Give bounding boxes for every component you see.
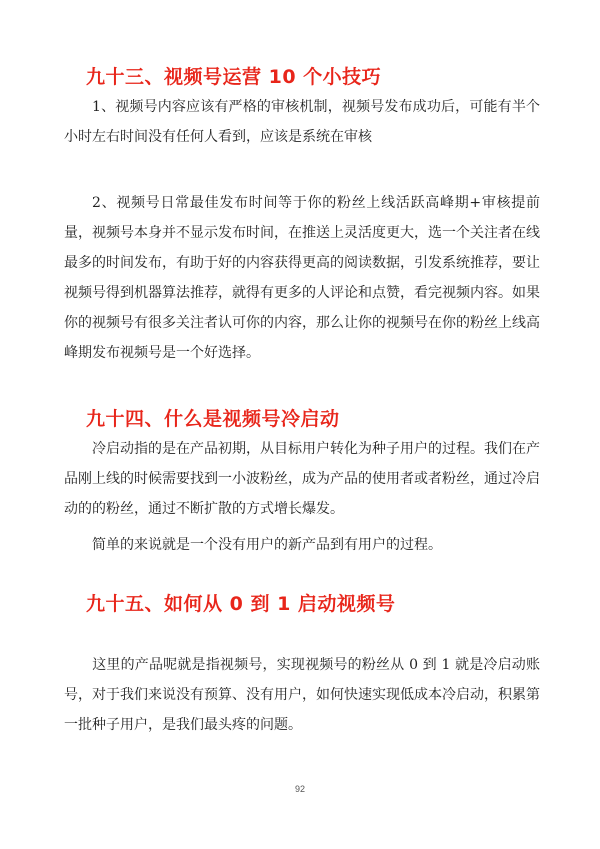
section-95-paragraph-1 [64,650,540,740]
section-heading-93: 九十三、视频号运营 10 个小技巧 [86,66,382,88]
page-number: 92 [294,784,305,794]
paragraph-text: 简单的来说就是一个没有用户的新产品到有用户的过程。 [92,537,442,553]
section-93-paragraph-1 [64,92,540,152]
section-93-paragraph-2 [64,188,540,368]
section-heading-95: 九十五、如何从 0 到 1 启动视频号 [86,593,396,615]
section-heading-94: 九十四、什么是视频号冷启动 [86,408,340,430]
paragraph-text: 1、视频号内容应该有严格的审核机制，视频号发布成功后，可能有半个小时左右时间没有任何人看到，应该是系统在审核 [64,99,540,145]
paragraph-text: 2、视频号日常最佳发布时间等于你的粉丝上线活跃高峰期+审核提前量，视频号本身并不显示发布时间，在推送上灵活度更大，选一个关注者在线最多的时间发布，有助于好的内容获得更高的阅读数据，引发系统推荐，要让视频号得到机器算法推荐，就得有更多的人评论和点赞，看完视频内容。如果你的视频号有很多关注者认可你的内容，那么让你的视频号在你的粉丝上线高峰期发布视频号是一个好选择。 [64,195,540,361]
paragraph-text: 这里的产品呢就是指视频号，实现视频号的粉丝从 0 到 1 就是冷启动账号，对于我们来说没有预算、没有用户，如何快速实现低成本冷启动，积累第一批种子用户，是我们最头疼的问题。 [64,657,540,733]
paragraph-text: 冷启动指的是在产品初期，从目标用户转化为种子用户的过程。我们在产品刚上线的时候需要找到一小波粉丝，成为产品的使用者或者粉丝，通过冷启动的的粉丝，通过不断扩散的方式增长爆发。 [64,441,540,517]
section-94-paragraph-1 [64,434,540,524]
section-94-paragraph-2 [64,530,540,560]
